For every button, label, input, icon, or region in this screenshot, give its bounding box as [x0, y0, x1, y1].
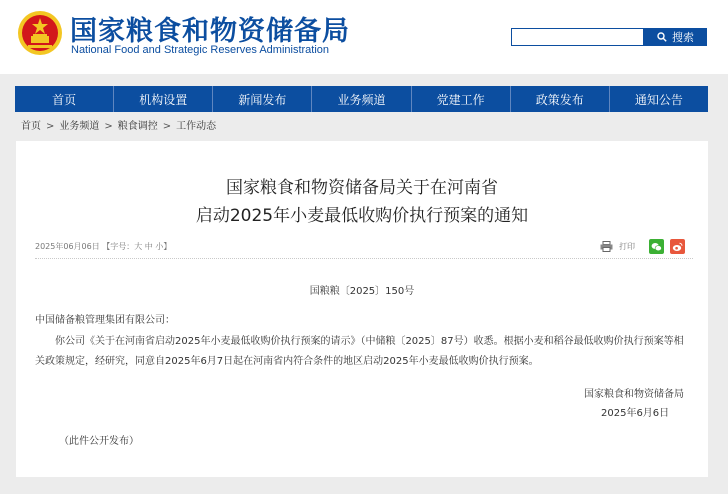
search-icon	[657, 32, 667, 42]
wechat-icon	[651, 242, 662, 252]
search-input[interactable]	[511, 28, 644, 46]
breadcrumb	[21, 117, 216, 132]
article-body: 你公司《关于在河南省启动2025年小麦最低收购价执行预案的请示》（中储粮〔2025〕87号）收悉。根据小麦和稻谷最低收购价执行预案等相关政策规定，经研究，同意自2025年6月7日起在河南省内符合条件的地区启动2025年小麦最低收购价执行预案。	[35, 336, 684, 367]
article-panel	[16, 141, 708, 477]
nav-item-news[interactable]: 新闻发布	[213, 86, 312, 112]
release-note: （此件公开发布）	[59, 436, 139, 447]
printer-icon[interactable]	[600, 241, 613, 252]
nav-item-policy[interactable]: 政策发布	[511, 86, 610, 112]
site-title[interactable]: 国家粮食和物资储备局	[70, 16, 350, 47]
weibo-icon	[672, 242, 683, 252]
breadcrumb-separator: >	[46, 121, 55, 132]
main-nav	[15, 86, 708, 112]
site-subtitle: National Food and Strategic Reserves Administration	[71, 44, 330, 56]
article-title-line1: 国家粮食和物资储备局关于在河南省	[226, 178, 498, 198]
nav-item-party[interactable]: 党建工作	[412, 86, 511, 112]
wechat-share-button[interactable]	[649, 239, 664, 254]
breadcrumb-separator: >	[104, 121, 113, 132]
signature-date: 2025年6月6日	[601, 408, 670, 419]
article-title-line2: 启动2025年小麦最低收购价执行预案的通知	[195, 206, 529, 226]
nav-item-organization[interactable]: 机构设置	[114, 86, 213, 112]
article-meta: 2025年06月06日 【字号：大 中 小】	[35, 242, 172, 251]
article-tools	[600, 239, 685, 254]
search-button-label: 搜索	[672, 31, 694, 44]
breadcrumb-item-work-updates[interactable]: 工作动态	[176, 121, 217, 132]
breadcrumb-separator: >	[162, 121, 172, 132]
breadcrumb-item-home[interactable]: 首页	[21, 121, 41, 132]
meta-divider	[35, 258, 693, 259]
nav-item-business[interactable]: 业务频道	[312, 86, 411, 112]
signature-organization: 国家粮食和物资储备局	[584, 389, 684, 400]
nav-item-home[interactable]: 首页	[15, 86, 114, 112]
site-header	[0, 0, 728, 74]
weibo-share-button[interactable]	[670, 239, 685, 254]
document-number: 国粮粮〔2025〕150号	[309, 286, 415, 297]
recipient: 中国储备粮管理集团有限公司：	[35, 315, 175, 326]
national-emblem-icon[interactable]	[17, 9, 63, 57]
nav-item-notices[interactable]: 通知公告	[634, 92, 683, 107]
breadcrumb-item-grain-regulation[interactable]: 粮食调控	[117, 121, 158, 132]
breadcrumb-item-business[interactable]: 业务频道	[59, 121, 100, 132]
search-button[interactable]	[644, 28, 707, 46]
print-link[interactable]: 打印	[619, 242, 635, 251]
